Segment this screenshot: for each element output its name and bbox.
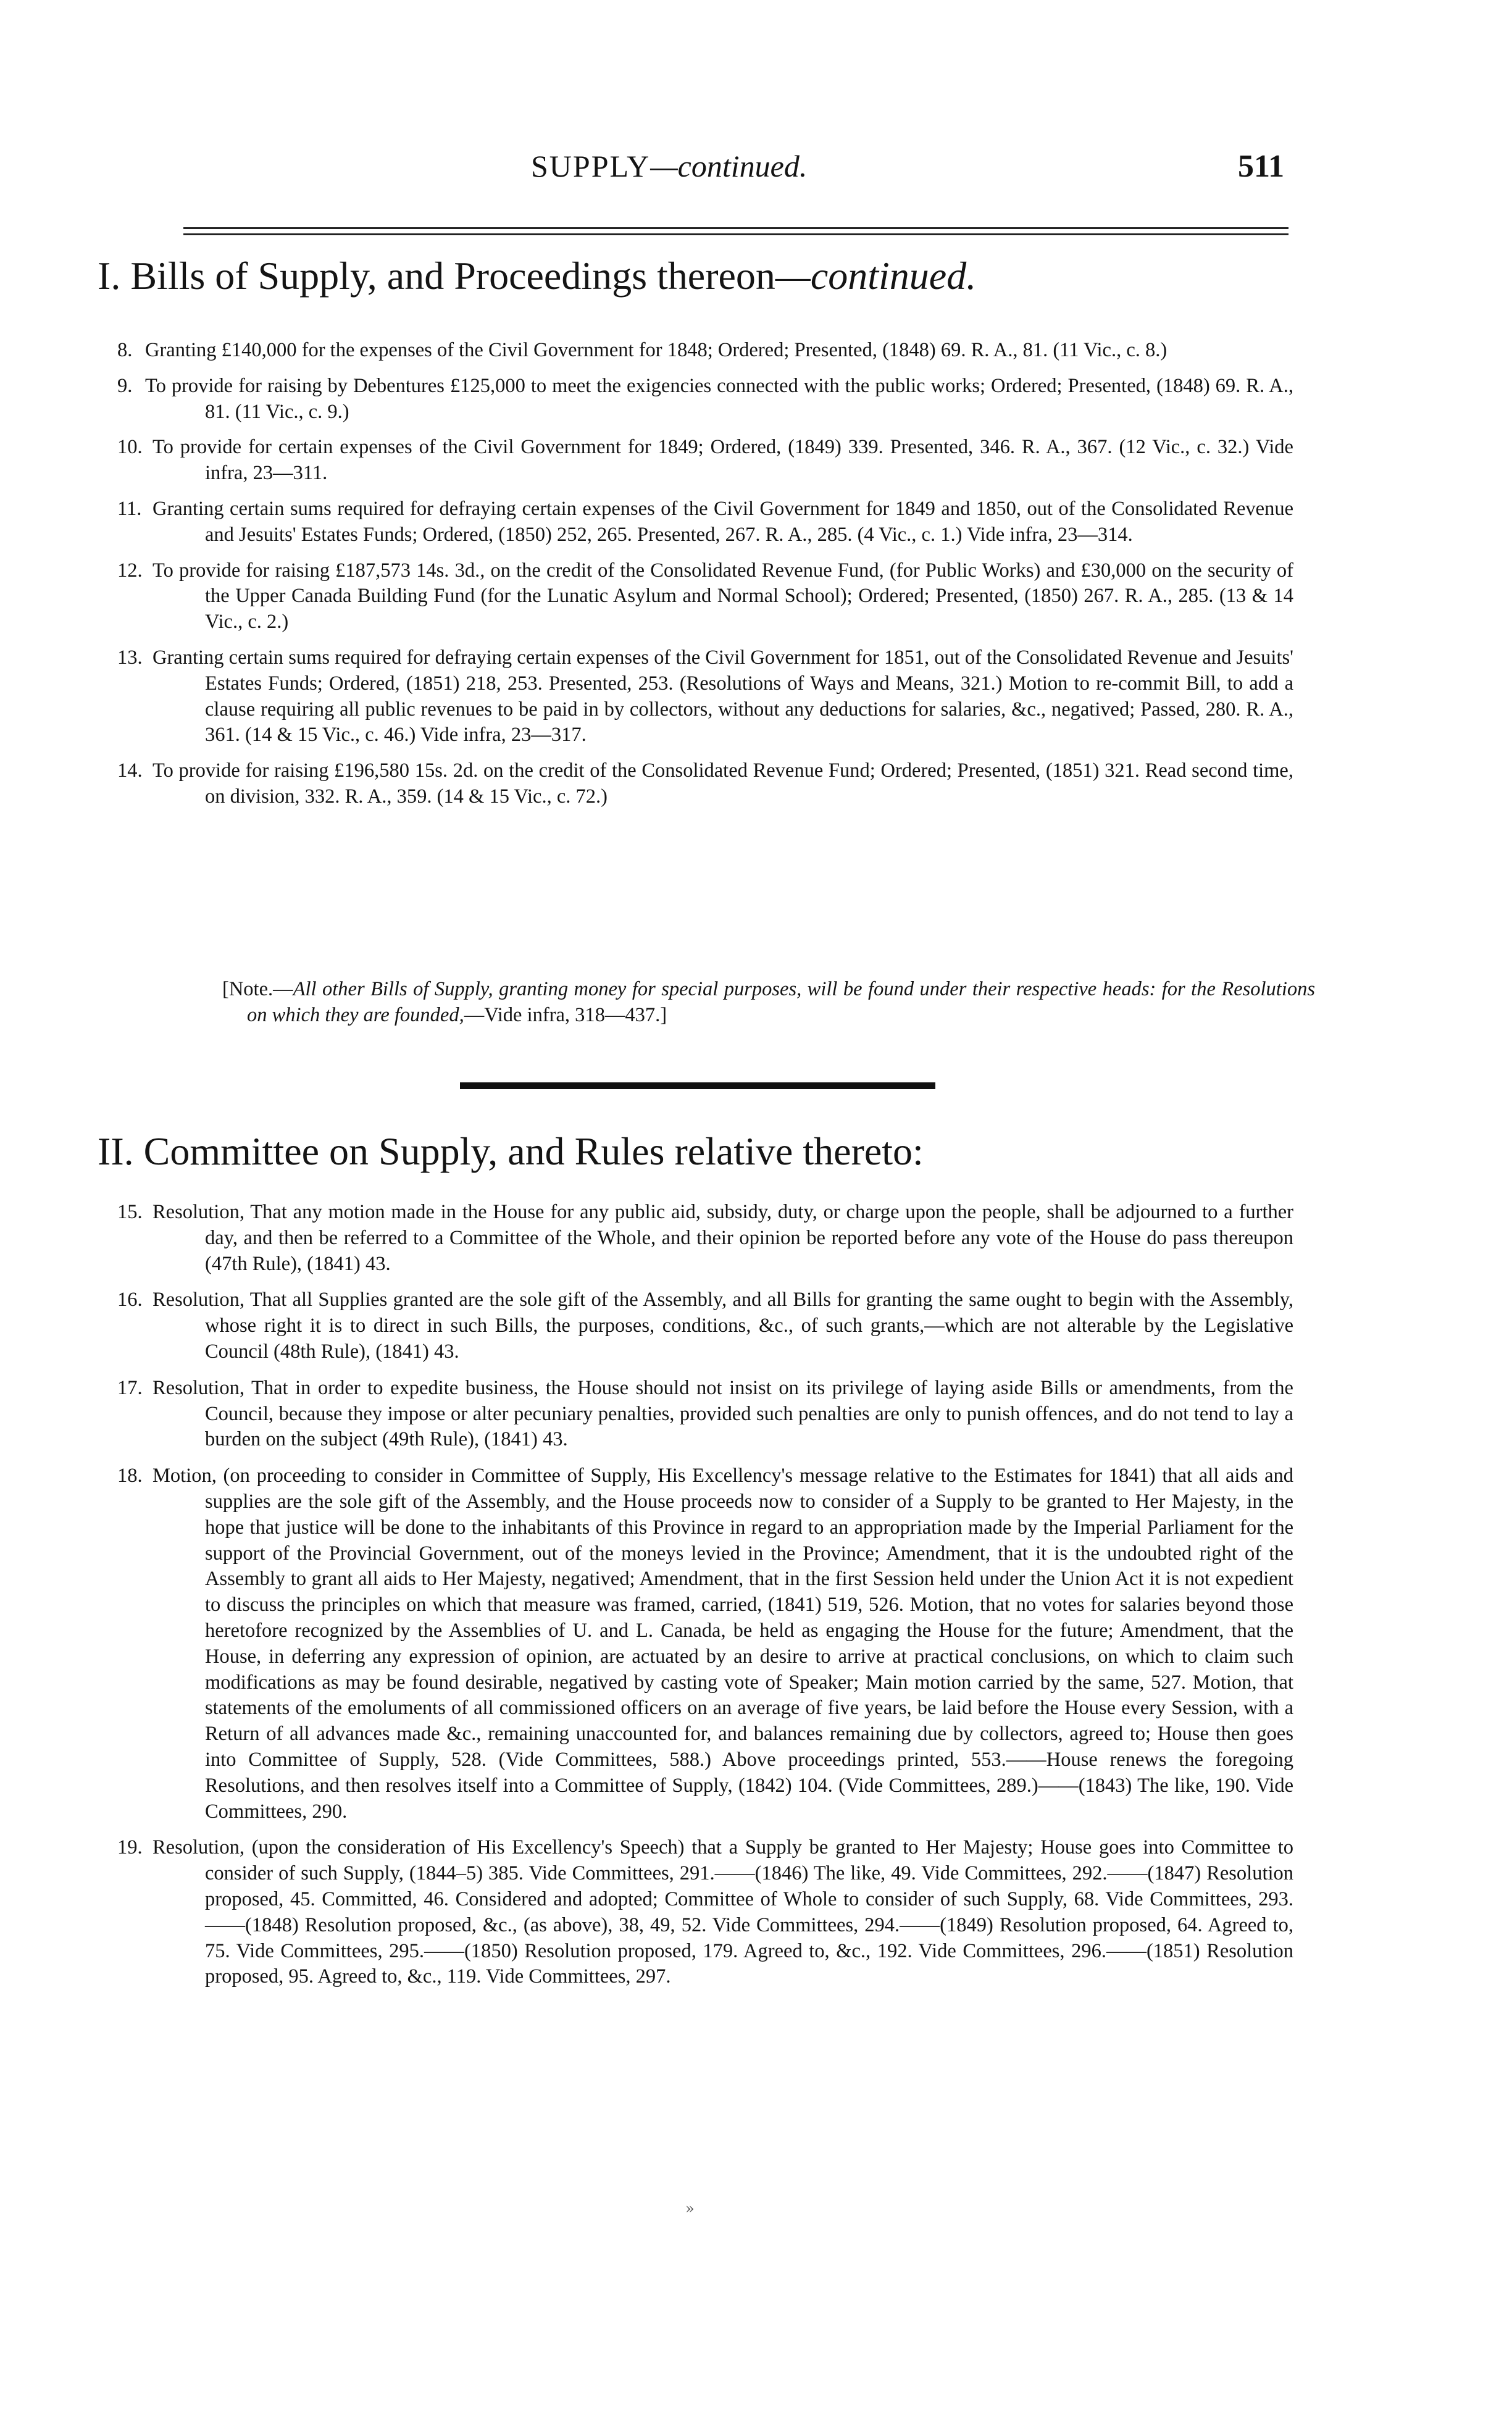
entry-text: To provide for raising by Debentures £125,000 to meet the exigencies connected with the public works; Ordered; Presented, (1848) 69. R. A., 81. (11 Vic., c. 9.): [145, 374, 1293, 423]
entry-number: 16.: [117, 1289, 143, 1311]
entry-text: To provide for raising £196,580 15s. 2d. on the credit of the Consolidated Revenue Fund; Ordered; Presented, (1851) 321. Read second time, on division, 332. R. A., 359. (14 & 15 Vic., c. 72.): [152, 759, 1293, 808]
entry-text: Resolution, That any motion made in the House for any public aid, subsidy, duty, or charge upon the people, shall be adjourned to a further day, and then be referred to a Committee of the Whole, and their opinion be reported before any vote of the House do pass thereupon (47th Rule), (1841) 43.: [152, 1201, 1293, 1275]
entry-10: [117, 435, 1293, 487]
entry-11: [117, 496, 1293, 548]
entry-16: [117, 1287, 1293, 1365]
entry-9: [117, 374, 1293, 425]
entry-15: [117, 1200, 1293, 1277]
entry-number: 14.: [117, 759, 143, 782]
entry-13: [117, 645, 1293, 748]
entry-14: [117, 758, 1293, 810]
entry-18: [117, 1463, 1293, 1825]
note-tail: —Vide infra, 318—437.]: [464, 1003, 667, 1026]
entry-number: 11.: [117, 497, 142, 520]
section-divider: [460, 1082, 935, 1089]
entry-number: 12.: [117, 559, 143, 582]
note-italic: All other Bills of Supply, granting money for special purposes, will be found under their respective heads: for the Resolutions on which they are founded,: [247, 978, 1315, 1026]
section-one-heading-italic: —continued.: [775, 254, 977, 298]
section-one-note: [222, 977, 1315, 1029]
entry-number: 8.: [117, 339, 133, 361]
header-rule-top: [183, 227, 1289, 229]
entry-text: Resolution, That in order to expedite business, the House should not insist on its privilege of laying aside Bills or amendments, from the Council, because they impose or alter pecuniary penalties, provided such penalties are only to punish offences, and do not tend to lay a burden on the subject (49th Rule), (1841) 43.: [152, 1376, 1293, 1451]
running-head-main: SUPPLY: [531, 149, 651, 183]
entry-number: 19.: [117, 1836, 143, 1859]
entry-text: Granting certain sums required for defraying certain expenses of the Civil Government for 1849 and 1850, out of the Consolidated Revenue and Jesuits' Estates Funds; Ordered, (1850) 252, 265. Presented, 267. R. A., 285. (4 Vic., c. 1.) Vide infra, 23—314.: [152, 497, 1293, 546]
entry-8: [117, 338, 1293, 364]
section-one-entries: [117, 338, 1293, 810]
entry-number: 13.: [117, 646, 143, 669]
entry-text: To provide for certain expenses of the Civil Government for 1849; Ordered, (1849) 339. Presented, 346. R. A., 367. (12 Vic., c. 32.) Vide infra, 23—311.: [152, 436, 1293, 485]
header-rule-bottom: [183, 233, 1289, 235]
entry-number: 18.: [117, 1465, 143, 1487]
entry-text: Motion, (on proceeding to consider in Committee of Supply, His Excellency's message relative to the Estimates for 1841) that all aids and supplies are the sole gift of the Assembly, and the House proceeds now to consider of a Supply to be granted to Her Majesty, in the hope that justice will be done to the inhabitants of this Province in regard to an appropriation made by the Imperial Parliament for the support of the Provincial Government, out of the moneys levied in the Province; Amendment, that it is the undoubted right of the Assembly to grant all aids to Her Majesty, negatived; Amendment, that in the first Session held under the Union Act it is not expedient to discuss the principles on which that measure was framed, carried, (1841) 519, 526. Motion, that no votes for salaries beyond those heretofore recognized by the Assemblies of U. and L. Canada, be held as engaging the House for the future; Amendment, that the House, in deferring any expression of opinion, are actuated by an desire to arrive at practical conclusions, on which to claim such modifications as may be found desirable, negatived by casting vote of Speaker; Main motion carried by the same, 527. Motion, that statements of the emoluments of all commissioned officers on an average of five years, be laid before the House every Session, with a Return of all advances made &c., remaining unaccounted for, and balances remaining due by collectors, agreed to; House then goes into Committee of Supply, 528. (Vide Committees, 588.) Above proceedings printed, 553.——House renews the foregoing Resolutions, and then resolves itself into a Committee of Supply, (1842) 104. (Vide Committees, 289.)——(1843) The like, 190. Vide Committees, 290.: [152, 1465, 1293, 1823]
entry-text: Resolution, That all Supplies granted are the sole gift of the Assembly, and all Bills for granting the same ought to begin with the Assembly, whose right it is to direct in such Bills, the purposes, conditions, &c., of such grants,—which are not alterable by the Legislative Council (48th Rule), (1841) 43.: [152, 1289, 1293, 1363]
entry-text: Granting certain sums required for defraying certain expenses of the Civil Government for 1851, out of the Consolidated Revenue and Jesuits' Estates Funds; Ordered, (1851) 218, 253. Presented, 253. (Resolutions of Ways and Means, 321.) Motion to re-commit Bill, to add a clause requiring all public revenues to be paid in by collectors, without any deductions for salaries, &c., negatived; Passed, 280. R. A., 361. (14 & 15 Vic., c. 46.) Vide infra, 23—317.: [152, 646, 1293, 746]
section-one-heading: [98, 253, 1456, 299]
entry-12: [117, 558, 1293, 635]
entry-17: [117, 1376, 1293, 1453]
section-one-heading-main: I. Bills of Supply, and Proceedings thereon: [98, 254, 775, 298]
entry-number: 10.: [117, 436, 143, 459]
note-lead: [Note.—: [222, 978, 293, 1000]
entry-number: 9.: [117, 374, 133, 397]
section-two-entries: [117, 1200, 1293, 1990]
section-two-heading: II. Committee on Supply, and Rules relative thereto:: [98, 1129, 924, 1173]
footer-mark: »: [685, 2200, 695, 2217]
running-head-italic: —continued.: [650, 149, 808, 183]
page-number: 511: [1238, 149, 1285, 184]
running-head: [531, 148, 807, 184]
entry-text: Granting £140,000 for the expenses of the Civil Government for 1848; Ordered; Presented, (1848) 69. R. A., 81. (11 Vic., c. 8.): [145, 339, 1167, 361]
entry-19: [117, 1835, 1293, 1990]
entry-text: Resolution, (upon the consideration of His Excellency's Speech) that a Supply be granted to Her Majesty; House goes into Committee to consider of such Supply, (1844–5) 385. Vide Committees, 291.——(1846) The like, 49. Vide Committees, 292.——(1847) Resolution proposed, 45. Committed, 46. Considered and adopted; Committee of Whole to consider of such Supply, 68. Vide Committees, 293.——(1848) Resolution proposed, &c., (as above), 38, 49, 52. Vide Committees, 294.——(1849) Resolution proposed, 64. Agreed to, 75. Vide Committees, 295.——(1850) Resolution proposed, 179. Agreed to, &c., 192. Vide Committees, 296.——(1851) Resolution proposed, 95. Agreed to, &c., 119. Vide Committees, 297.: [152, 1836, 1293, 1988]
entry-number: 17.: [117, 1376, 143, 1399]
entry-number: 15.: [117, 1201, 143, 1223]
entry-text: To provide for raising £187,573 14s. 3d., on the credit of the Consolidated Revenue Fund, (for Public Works) and £30,000 on the security of the Upper Canada Building Fund (for the Lunatic Asylum and Normal School); Ordered; Presented, (1850) 267. R. A., 285. (13 & 14 Vic., c. 2.): [152, 559, 1293, 633]
